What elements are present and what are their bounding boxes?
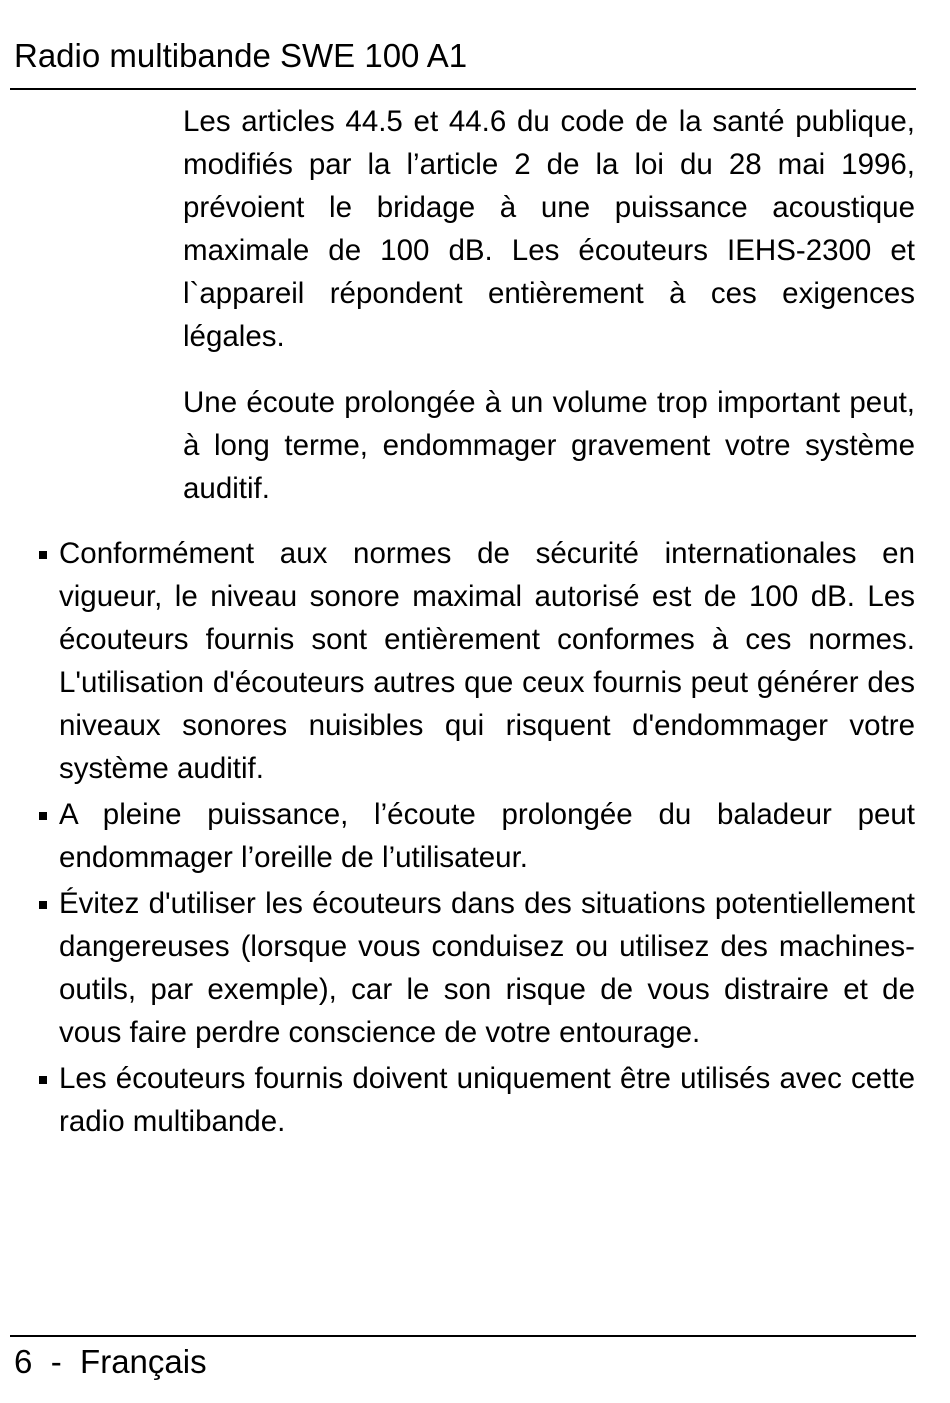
page-header-title: Radio multibande SWE 100 A1 — [14, 37, 468, 74]
page-content — [0, 100, 950, 1146]
indented-paragraph: Une écoute prolongée à un volume trop important peut, à long terme, endommager gravement votre système auditif. — [183, 386, 915, 505]
footer-language: Français — [80, 1343, 207, 1380]
page-number: 6 — [14, 1343, 33, 1380]
bullet-item — [59, 1057, 915, 1143]
bullet-list — [0, 532, 950, 1143]
header-divider — [10, 88, 916, 90]
indented-paragraph: Les articles 44.5 et 44.6 du code de la santé publique, modifiés par la l’article 2 de la loi du 28 mai 1996, prévoient le bridage à une puissance acoustique maximale de 100 dB. Les écouteurs IEHS-2300 et l`appareil répondent entièrement à ces exigences légales. — [183, 105, 915, 353]
square-bullet-icon — [39, 551, 47, 559]
footer-divider — [10, 1335, 916, 1337]
square-bullet-icon — [39, 1076, 47, 1084]
footer-separator: - — [50, 1343, 62, 1380]
bullet-text: A pleine puissance, l’écoute prolongée du baladeur peut endommager l’oreille de l’utilisateur. — [59, 798, 915, 874]
bullet-text: Les écouteurs fournis doivent uniquement être utilisés avec cette radio multibande. — [59, 1062, 915, 1138]
square-bullet-icon — [39, 901, 47, 909]
page-footer — [14, 1342, 207, 1382]
bullet-item — [59, 532, 915, 790]
bullet-item — [59, 793, 915, 879]
bullet-text: Conformément aux normes de sécurité internationales en vigueur, le niveau sonore maximal autorisé est de 100 dB. Les écouteurs fournis sont entièrement conformes à ces normes. L'utilisation d'écouteurs autres que ceux fournis peut générer des niveaux sonores nuisibles qui risquent d'endommager votre système auditif. — [59, 537, 915, 785]
square-bullet-icon — [39, 812, 47, 820]
bullet-item — [59, 882, 915, 1054]
bullet-text: Évitez d'utiliser les écouteurs dans des situations potentiellement dangereuses (lorsque vous conduisez ou utilisez des machines-outils, par exemple), car le son risque de vous distraire et de vous faire perdre conscience de votre entourage. — [59, 887, 915, 1049]
